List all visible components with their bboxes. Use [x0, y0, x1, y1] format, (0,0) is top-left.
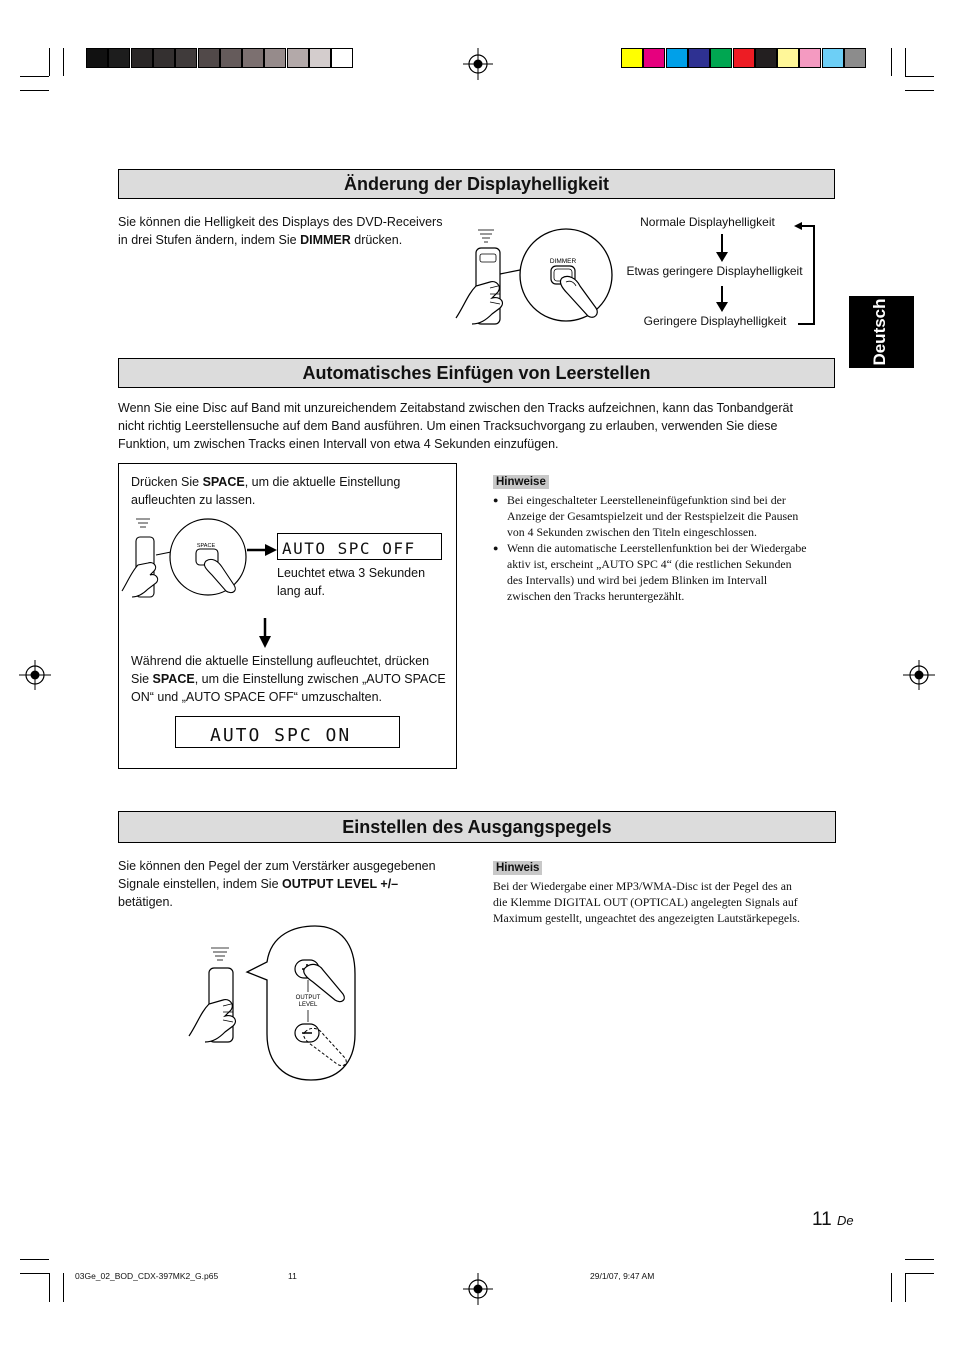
page-number: 11 De	[812, 1209, 854, 1230]
registration-mark-bottom-icon	[463, 1273, 493, 1305]
color-swatch	[822, 48, 844, 68]
note-item: ● Bei eingeschalteter Leerstelleneinfügefunktion sind bei der Anzeige der Gesamtspielzeit und der Restspielzeit die Pausen von 4 Sekunden zwischen den Titeln eingeschlossen.	[493, 492, 838, 540]
color-swatch	[844, 48, 866, 68]
gray-swatch	[264, 48, 286, 68]
footer-file: 03Ge_02_BOD_CDX-397MK2_G.p65	[75, 1271, 219, 1281]
gray-swatch	[287, 48, 309, 68]
registration-mark-right-icon	[903, 660, 935, 690]
display-auto-spc-off	[277, 533, 442, 560]
level-button-label: LEVEL	[298, 1002, 318, 1008]
notes-block	[493, 472, 838, 604]
loop-back-arrow-icon	[794, 222, 814, 324]
brightness-cycle-arrows	[700, 222, 820, 328]
step1-text: Drücken Sie SPACE, um die aktuelle Einstellung aufleuchten zu lassen.	[131, 475, 401, 507]
arrow-down-icon	[258, 618, 272, 648]
space-button-label: SPACE	[196, 543, 216, 549]
color-swatch	[688, 48, 710, 68]
color-swatch	[621, 48, 643, 68]
page-language: De	[837, 1213, 854, 1228]
signal-waves-icon	[478, 230, 494, 242]
color-swatch	[799, 48, 821, 68]
signal-waves-icon	[136, 519, 150, 527]
gray-swatch	[309, 48, 331, 68]
signal-waves-icon	[211, 948, 229, 960]
color-swatch	[777, 48, 799, 68]
gray-swatch	[220, 48, 242, 68]
lit-duration-note: Leuchtet etwa 3 Sekunden lang auf.	[277, 566, 426, 598]
gray-swatch	[198, 48, 220, 68]
gray-swatch	[108, 48, 130, 68]
arrow-down-icon	[716, 234, 728, 262]
output-level-note: Hinweis Bei der Wiedergabe einer MP3/WMA-Disc ist der Pegel des an die Klemme DIGITAL OUT (OPTICAL) angelegten Signals auf Maximum gestellt, ungeachtet des angezeigten Lautstärkepegels.	[493, 862, 800, 925]
section-title-output-level: Einstellen des Ausgangspegels	[118, 811, 836, 843]
output-button-label: OUTPUT	[295, 995, 321, 1001]
note-heading: Hinweis	[493, 861, 542, 875]
color-swatch	[755, 48, 777, 68]
arrow-right-icon	[247, 543, 277, 557]
gray-swatch	[331, 48, 353, 68]
color-swatch	[710, 48, 732, 68]
display-text-off: AUTO SPC OFF	[282, 539, 416, 558]
registration-mark-left-icon	[19, 660, 51, 690]
brightness-level-dimmer: Etwas geringere Displayhelligkeit	[626, 264, 803, 278]
section-title-auto-space: Automatisches Einfügen von Leerstellen	[118, 358, 835, 388]
remote-space-illustration	[120, 515, 280, 599]
brightness-level-normal: Normale Displayhelligkeit	[640, 215, 775, 229]
footer-page: 11	[288, 1271, 297, 1281]
footer-date: 29/1/07, 9:47 AM	[590, 1271, 655, 1281]
color-swatch	[733, 48, 755, 68]
gray-swatch	[242, 48, 264, 68]
note-item: ● Wenn die automatische Leerstellenfunktion bei der Wiedergabe aktiv ist, erscheint „AUTO SPC 4“ (die restlichen Sekunden des Intervalls) und wird bei jedem Blinken im Intervall zwischen den Tracks heruntergezählt.	[493, 540, 838, 604]
output-level-intro: Sie können den Pegel der zum Verstärker ausgegebenen Signale einstellen, indem Sie OUTPUT LEVEL +/– betätigen.	[118, 859, 436, 909]
auto-space-intro: Wenn Sie eine Disc auf Band mit unzureichendem Zeitabstand zwischen den Tracks aufzeichnen, kann das Tonbandgerät nicht richtig Leerstellensuche auf dem Band ausführen. Um einen Tracksuchvorgang zu erlauben, verwenden Sie diese Funktion, um zwischen Tracks einen Intervall von etwa 4 Sekunden einzufügen.	[118, 401, 793, 451]
remote-output-level-illustration	[185, 924, 360, 1084]
registration-mark-top-icon	[463, 48, 493, 80]
language-tab-label: Deutsch	[870, 298, 889, 366]
display-text-on: AUTO SPC ON	[210, 725, 352, 746]
arrow-down-icon	[716, 286, 728, 312]
brightness-intro: Sie können die Helligkeit des Displays des DVD-Receivers in drei Stufen ändern, indem Sie DIMMER drücken.	[118, 215, 443, 247]
dimmer-button-label: DIMMER	[549, 258, 577, 265]
section-title-brightness: Änderung der Displayhelligkeit	[118, 169, 835, 199]
gray-swatch	[153, 48, 175, 68]
brightness-level-dimmest: Geringere Displayhelligkeit	[643, 314, 787, 328]
color-swatch	[666, 48, 688, 68]
gray-swatch	[175, 48, 197, 68]
gray-swatch	[86, 48, 108, 68]
color-swatch	[643, 48, 665, 68]
notes-heading: Hinweise	[493, 475, 549, 489]
gray-swatch	[131, 48, 153, 68]
step2-text: Während die aktuelle Einstellung aufleuchtet, drücken Sie SPACE, um die Einstellung zwischen „AUTO SPACE ON“ und „AUTO SPACE OFF“ umzuschalten.	[131, 654, 446, 704]
remote-dimmer-illustration	[450, 224, 620, 326]
display-auto-spc-on	[175, 716, 400, 748]
